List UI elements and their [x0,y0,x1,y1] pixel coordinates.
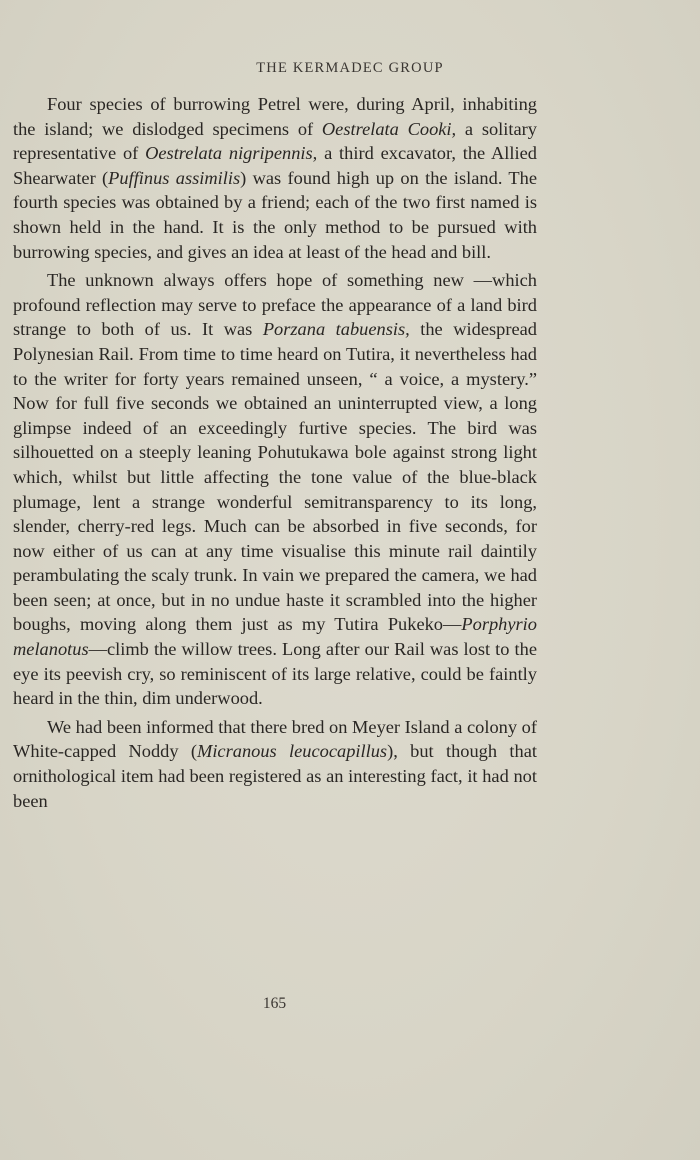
body-text [13,92,537,817]
text-run: The unknown always offers hope of something new —which profound reflection may serve to preface the appearance of a land bird strange to both of us. It was [13,270,537,340]
text-run: a third excavator, the Allied Shearwater ( [13,143,537,188]
species-name: Porphyrio melanotus [13,614,537,660]
species-name: Micranous leucocapillus [197,741,388,762]
text-run: ) was found high up on the island. The fourth species was obtained by a friend; each of the two first named is shown held in the hand. It is the only method to be pursued with burrowing species, and gives an idea at least of the head and bill. [13,167,537,262]
paragraph-polynesian-rail [13,268,537,711]
species-name: Oestrelata Cooki, [321,118,457,139]
running-title: THE KERMADEC GROUP [256,60,444,76]
text-run: a solitary representative of [13,118,537,164]
text-run: Four species of burrowing Petrel were, during April, inhabiting the island; we dislodged specimens of [13,94,537,139]
species-name: Puffinus assimilis [108,167,241,188]
page-number: 165 [262,995,287,1012]
species-name: Porzana tabuensis, [262,319,410,340]
species-name: Oestrelata nigripennis, [145,143,318,164]
text-run: ), but though that ornithological item had been registered as an interesting fact, it had not been [13,741,537,811]
text-run: the widespread Polynesian Rail. From time to time heard on Tutira, it nevertheless had to the writer for forty years remained unseen, “ a voice, a mystery.” Now for full five seconds we obtained an uninterrupted view, a long glimpse indeed of an exceedingly furtive species. The bird was silhouetted on a steeply leaning Pohutukawa bole against strong light which, whilst but little affecting the tone value of the blue-black plumage, lent a strange wonderful semitransparency to its long, slender, cherry-red legs. Much can be absorbed in five seconds, for now either of us can at any time visualise this minute rail daintily perambulating the scaly trunk. In vain we prepared the camera, we had been seen; at once, but in no undue haste it scrambled into the higher boughs, moving along them just as my Tutira Pukeko— [13,319,537,635]
text-run: We had been informed that there bred on Meyer Island a colony of White-capped Noddy ( [13,716,537,762]
paragraph-white-capped-noddy [13,715,537,813]
text-run: —climb the willow trees. Long after our Rail was lost to the eye its peevish cry, so reminiscent of its large relative, could be faintly heard in the thin, dim underwood. [13,639,537,709]
paragraph-burrowing-petrels [13,92,537,264]
